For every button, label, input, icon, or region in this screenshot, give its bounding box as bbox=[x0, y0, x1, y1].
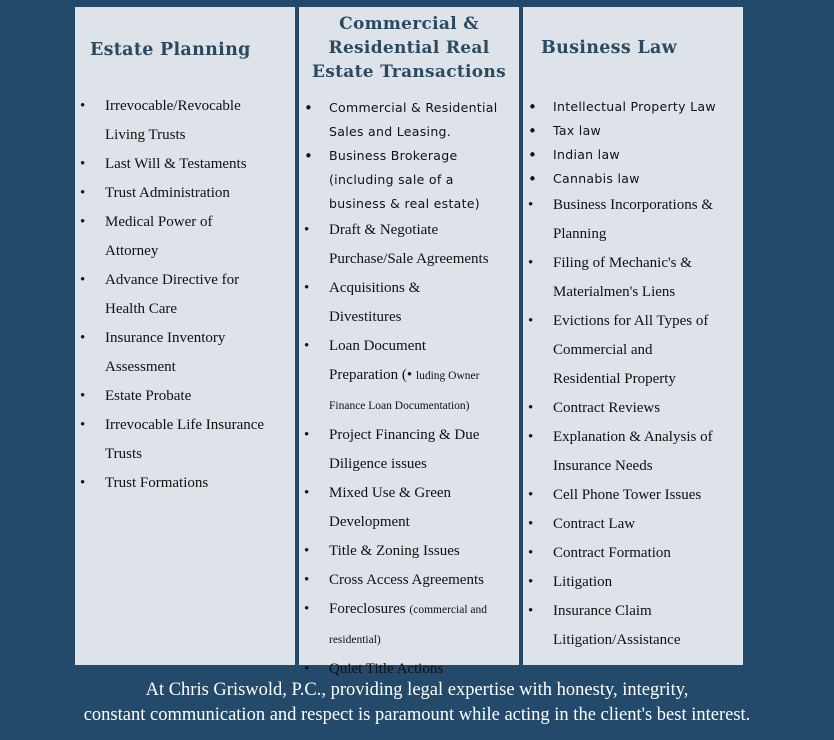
list-item-line: Trust Administration bbox=[105, 185, 230, 201]
list-item bbox=[75, 411, 295, 469]
list-item bbox=[299, 96, 519, 144]
list-item-line: business & real estate) bbox=[329, 196, 480, 211]
list-item bbox=[523, 119, 743, 143]
footer-statement-line-1: At Chris Griswold, P.C., providing legal expertise with honesty, integrity, bbox=[145, 680, 689, 700]
list-item-line: Living Trusts bbox=[105, 127, 186, 143]
list-item bbox=[523, 191, 743, 249]
list-item-line: Loan Document bbox=[329, 338, 427, 354]
bullet-glyph-icon: • bbox=[406, 367, 413, 383]
list-item-line: Attorney bbox=[105, 243, 159, 259]
list-item-line: Irrevocable/Revocable bbox=[105, 98, 241, 114]
list-item-line: Last Will & Testaments bbox=[105, 156, 247, 172]
list-item bbox=[75, 208, 295, 266]
list-item bbox=[523, 249, 743, 307]
list-item-line: Commercial and bbox=[553, 342, 653, 358]
list-item bbox=[299, 216, 519, 274]
list-item-line: Filing of Mechanic's & bbox=[553, 255, 692, 271]
list-item-line: Tax law bbox=[553, 123, 602, 138]
list-item-line: Preparation ( bbox=[329, 367, 407, 383]
list-item-line: Health Care bbox=[105, 301, 178, 317]
list-item-line: Irrevocable Life Insurance bbox=[105, 417, 265, 433]
list-item-line: Trusts bbox=[105, 446, 142, 462]
list-item-subnote: residential) bbox=[329, 634, 381, 646]
list-item bbox=[523, 394, 743, 423]
list-item-line: Indian law bbox=[553, 147, 620, 162]
real-estate-column bbox=[299, 7, 519, 677]
list-item bbox=[523, 143, 743, 167]
real-estate-list bbox=[299, 96, 519, 684]
list-item bbox=[299, 566, 519, 595]
list-item-line: Contract Formation bbox=[553, 545, 671, 561]
list-item-line: Business Incorporations & bbox=[553, 197, 713, 213]
list-item-line: Commercial & Residential bbox=[329, 100, 498, 115]
list-item bbox=[523, 167, 743, 191]
real-estate-title-line: Estate Transactions bbox=[312, 62, 506, 82]
real-estate-title bbox=[299, 12, 519, 84]
list-item bbox=[523, 95, 743, 119]
list-item bbox=[523, 307, 743, 394]
list-item bbox=[523, 597, 743, 655]
list-item-line: Estate Probate bbox=[105, 388, 192, 404]
list-item-subnote: (commercial and bbox=[409, 604, 487, 616]
list-item-line: Cannabis law bbox=[553, 171, 640, 186]
list-item-line: Cell Phone Tower Issues bbox=[553, 487, 702, 503]
list-item-line: Planning bbox=[553, 226, 607, 242]
list-item bbox=[299, 274, 519, 332]
list-item-line: Assessment bbox=[105, 359, 176, 375]
list-item-line: (including sale of a bbox=[329, 172, 454, 187]
business-law-column bbox=[523, 7, 743, 665]
list-item bbox=[75, 92, 295, 150]
list-item-line: Litigation bbox=[553, 574, 613, 590]
list-item bbox=[299, 332, 519, 421]
list-item-line: Acquisitions & bbox=[329, 280, 421, 296]
list-item-line: Sales and Leasing. bbox=[329, 124, 452, 139]
list-item-line: Trust Formations bbox=[105, 475, 209, 491]
real-estate-title-line: Commercial & bbox=[339, 14, 479, 34]
list-item-line: Insurance Inventory bbox=[105, 330, 226, 346]
list-item bbox=[75, 382, 295, 411]
list-item-line: Business Brokerage bbox=[329, 148, 458, 163]
list-item bbox=[75, 324, 295, 382]
list-item-line: Intellectual Property Law bbox=[553, 99, 716, 114]
list-item-line: Evictions for All Types of bbox=[553, 313, 709, 329]
list-item bbox=[75, 179, 295, 208]
list-item-line: Materialmen's Liens bbox=[553, 284, 676, 300]
list-item-line: Contract Law bbox=[553, 516, 636, 532]
list-item-line: Insurance Needs bbox=[553, 458, 653, 474]
list-item bbox=[523, 539, 743, 568]
list-item-line: Litigation/Assistance bbox=[553, 632, 681, 648]
list-item bbox=[523, 510, 743, 539]
list-item-subnote: luding Owner bbox=[415, 370, 480, 382]
list-item-line: Explanation & Analysis of bbox=[553, 429, 713, 445]
estate-planning-list bbox=[75, 92, 295, 498]
list-item bbox=[75, 469, 295, 498]
list-item-line: Advance Directive for bbox=[105, 272, 240, 288]
list-item-line: Divestitures bbox=[329, 309, 402, 325]
list-item bbox=[299, 595, 519, 655]
list-item-line: Project Financing & Due bbox=[329, 427, 480, 443]
list-item-subnote: Finance Loan Documentation) bbox=[329, 400, 470, 412]
list-item-line: Development bbox=[329, 514, 410, 530]
list-item bbox=[299, 537, 519, 566]
list-item-line: Residential Property bbox=[553, 371, 676, 387]
list-item-line: Contract Reviews bbox=[553, 400, 661, 416]
business-law-title: Business Law bbox=[541, 38, 677, 58]
list-item bbox=[299, 421, 519, 479]
list-item bbox=[523, 423, 743, 481]
list-item-line: Purchase/Sale Agreements bbox=[329, 251, 489, 267]
estate-planning-column bbox=[75, 7, 295, 665]
list-item bbox=[299, 479, 519, 537]
real-estate-title-line: Residential Real bbox=[328, 38, 490, 58]
list-item-line: Diligence issues bbox=[329, 456, 427, 472]
footer-statement-line-2: constant communication and respect is paramount while acting in the client's best interest. bbox=[83, 705, 751, 725]
list-item-line: Mixed Use & Green bbox=[329, 485, 452, 501]
list-item bbox=[299, 144, 519, 216]
list-item-line: Draft & Negotiate bbox=[329, 222, 439, 238]
list-item-line: Medical Power of bbox=[105, 214, 213, 230]
list-item-line: Insurance Claim bbox=[553, 603, 652, 619]
list-item bbox=[523, 568, 743, 597]
estate-planning-title: Estate Planning bbox=[90, 40, 251, 60]
list-item-line: Title & Zoning Issues bbox=[329, 543, 460, 559]
list-item bbox=[523, 481, 743, 510]
business-law-list bbox=[523, 95, 743, 655]
list-item-line: Cross Access Agreements bbox=[329, 572, 484, 588]
list-item-line: Quiet Title Actions bbox=[329, 661, 444, 677]
list-item bbox=[75, 150, 295, 179]
list-item bbox=[75, 266, 295, 324]
list-item-line: Foreclosures bbox=[329, 601, 406, 617]
